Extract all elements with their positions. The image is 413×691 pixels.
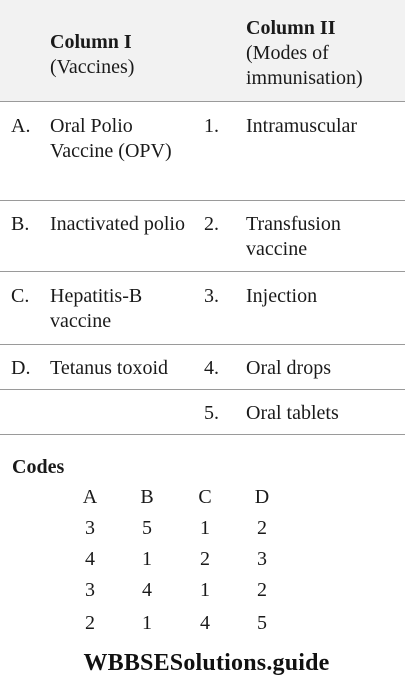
immunisation-mode: Oral drops [246,357,331,379]
table-row [0,201,405,272]
codes-cell: 1 [142,548,152,570]
vaccine-name: Hepatitis-B vaccine [50,285,143,332]
column-2-subtitle: (Modes of immunisation) [246,42,363,89]
row-number: 4. [204,357,219,379]
vaccine-name: Oral Polio Vaccine (OPV) [50,115,172,162]
row-letter: A. [11,115,31,137]
codes-cell: 5 [257,612,267,634]
codes-cell: 3 [85,579,95,601]
codes-cell: 2 [85,612,95,634]
column-2-title: Column II [246,17,336,39]
codes-header-cell: A [82,486,98,508]
codes-cell: 4 [142,579,152,601]
immunisation-mode: Injection [246,285,318,307]
codes-header-cell: D [254,486,270,508]
codes-cell: 4 [85,548,95,570]
codes-header-cell: C [198,486,212,508]
codes-header-cell: B [140,486,154,508]
codes-cell: 3 [85,517,95,539]
row-number: 1. [204,115,219,137]
immunisation-mode: Intramuscular [246,115,358,137]
codes-cell: 2 [257,579,267,601]
row-letter: D. [11,357,31,379]
codes-cell: 3 [257,548,267,570]
immunisation-mode: Transfusion vaccine [246,213,341,260]
codes-heading: Codes [12,456,65,478]
table-header [0,0,405,102]
codes-cell: 1 [142,612,152,634]
table-row [0,345,405,390]
row-number: 5. [204,402,219,424]
codes-cell: 4 [200,612,210,634]
column-2-heading [246,16,406,91]
vaccine-name: Inactivated polio [50,213,185,235]
row-letter: B. [11,213,30,235]
row-number: 2. [204,213,219,235]
table-row [0,102,405,201]
vaccine-name: Tetanus toxoid [50,357,169,379]
codes-cell: 1 [200,517,210,539]
codes-cell: 2 [257,517,267,539]
site-watermark: WBBSESolutions.guide [83,650,330,676]
column-1-title: Column I [50,31,132,53]
column-1-heading [50,30,210,80]
codes-cell: 5 [142,517,152,539]
codes-cell: 2 [200,548,210,570]
table-row [0,390,405,435]
column-1-subtitle: (Vaccines) [50,56,135,78]
row-number: 3. [204,285,219,307]
codes-cell: 1 [200,579,210,601]
table-row [0,272,405,345]
immunisation-mode: Oral tablets [246,402,339,424]
row-letter: C. [11,285,30,307]
